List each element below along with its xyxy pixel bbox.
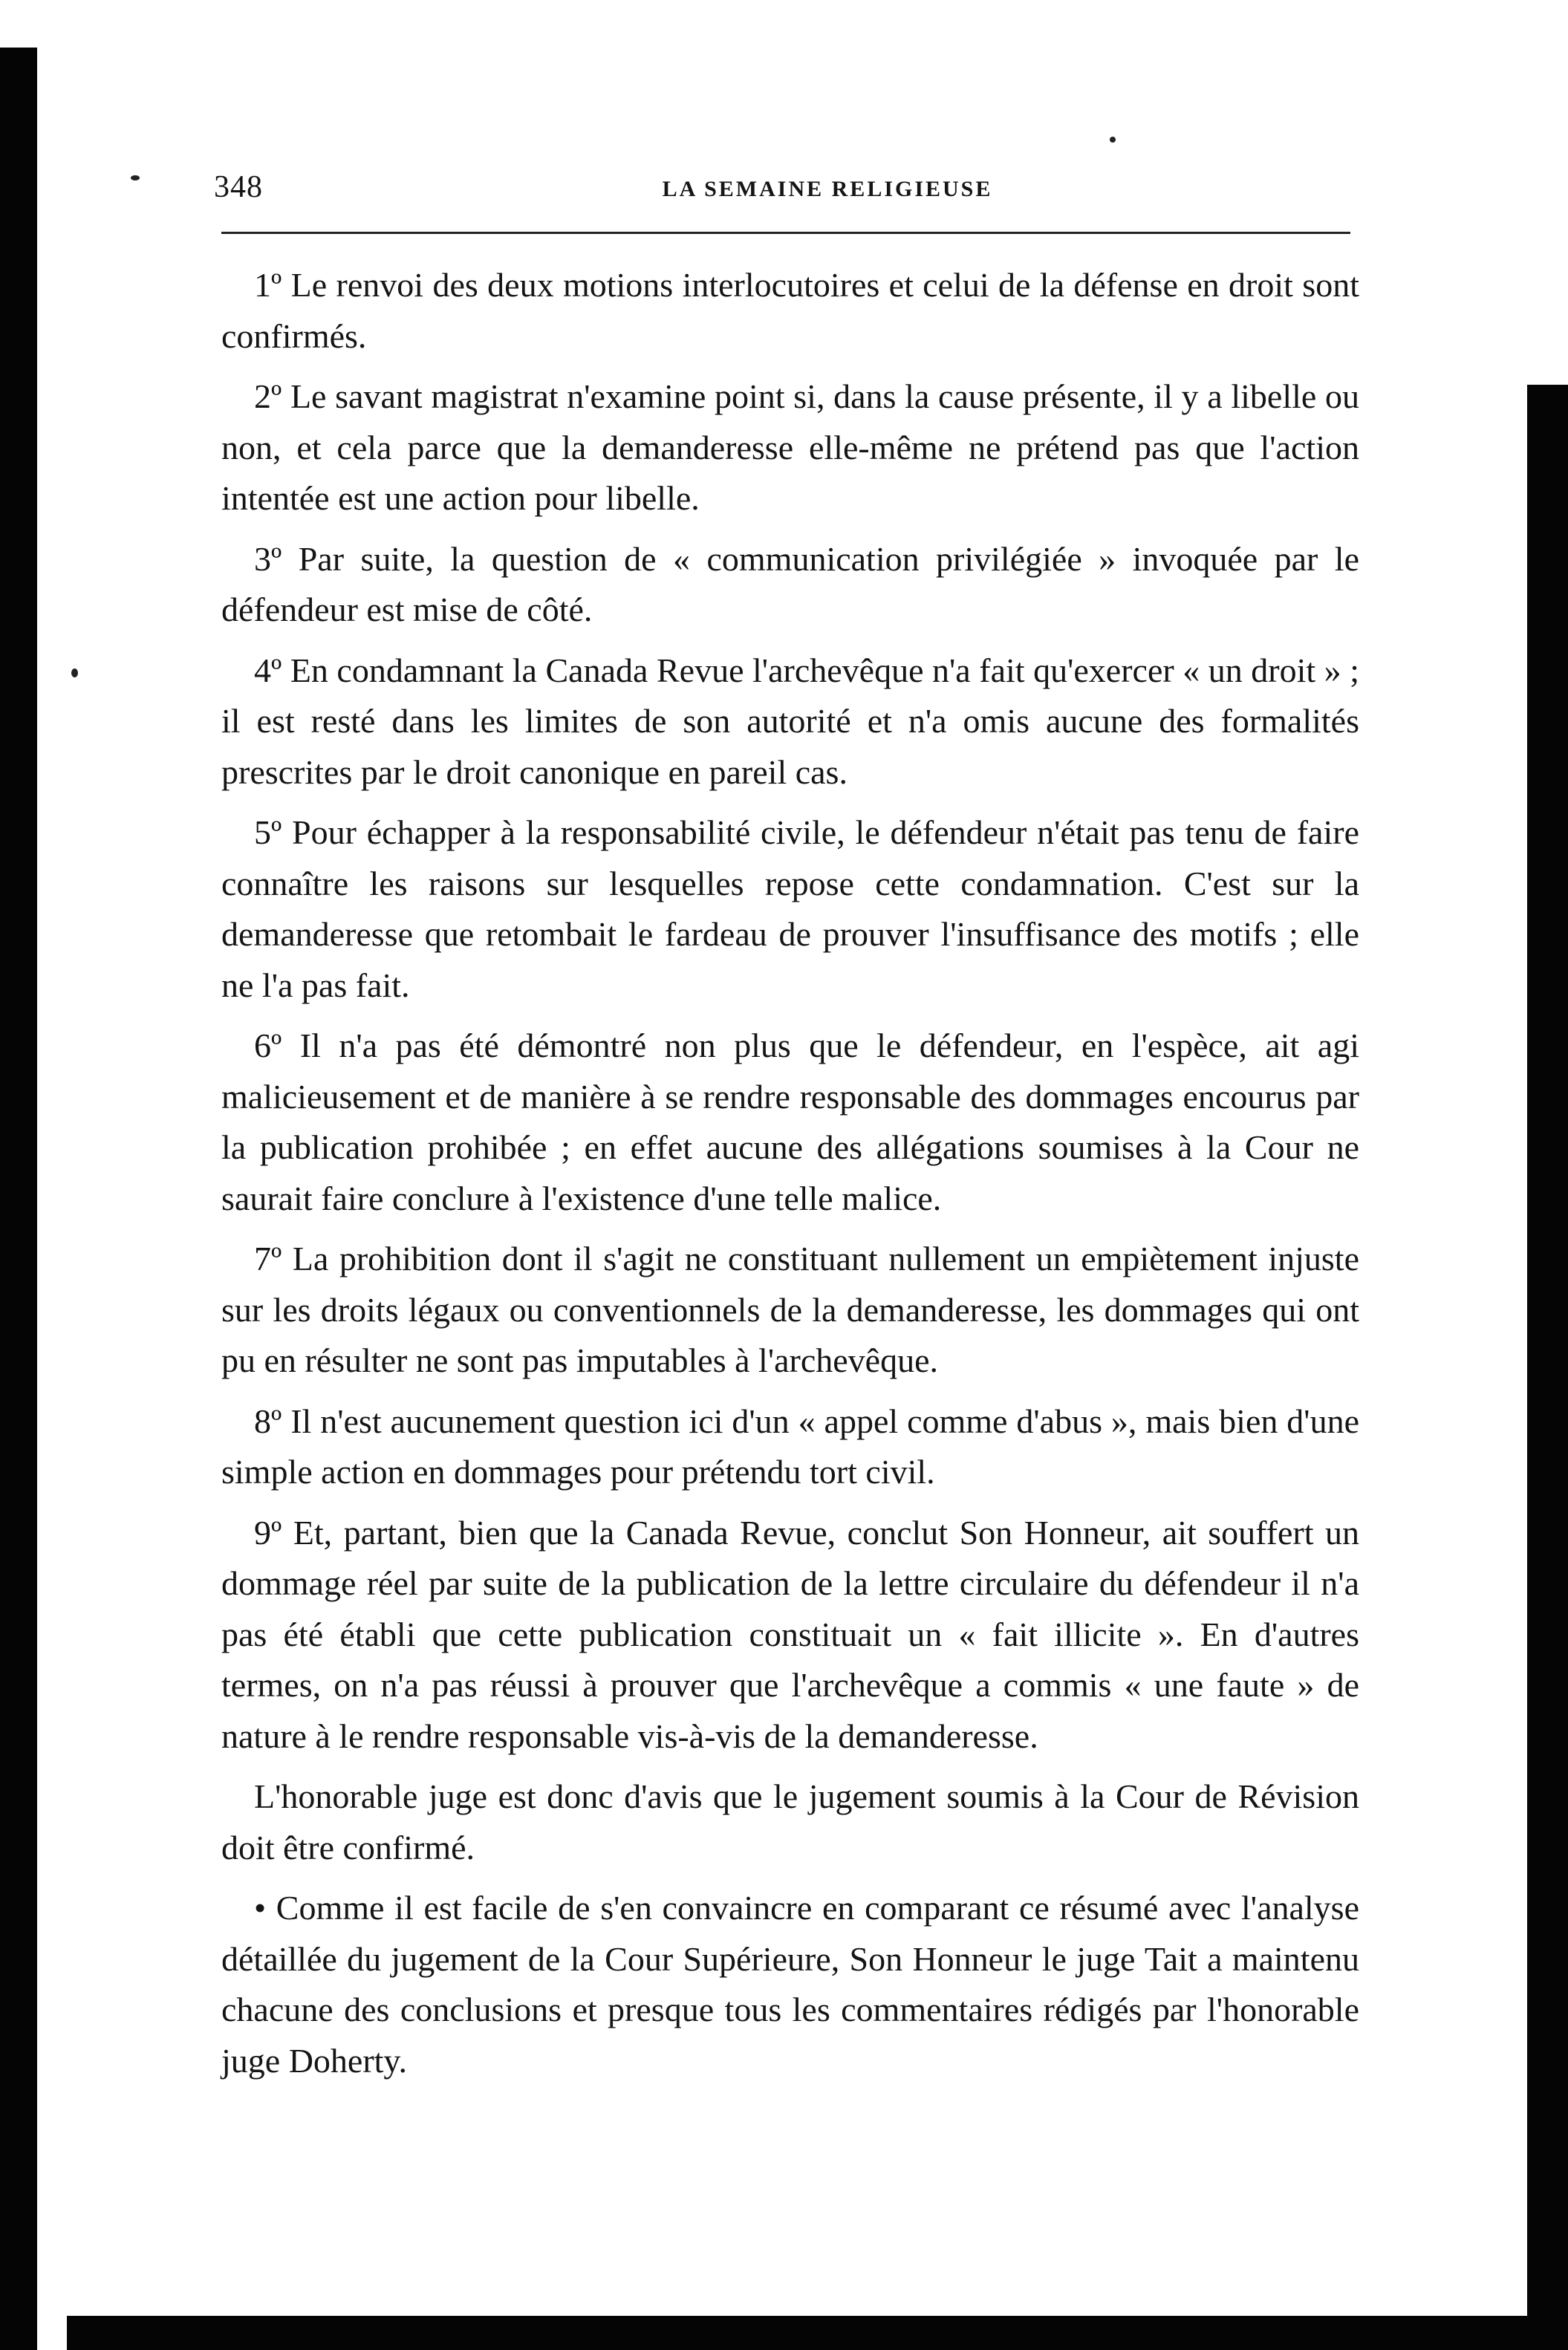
paragraph-conclusion: L'honorable juge est donc d'avis que le jugement soumis à la Cour de Révision doit être confirmé. <box>221 1777 1359 1866</box>
paragraph-note: • Comme il est facile de s'en convaincre en comparant ce résumé avec l'analyse détaillée du jugement de la Cour Supérieure, Son Honneur le juge Tait a maintenu chacune des conclusions et presque tous les commentaires rédigés par l'honorable juge Doherty. <box>221 1889 1359 2080</box>
scan-border-left <box>0 48 37 2350</box>
scan-border-right <box>1527 385 1568 2350</box>
page-header <box>214 169 1352 214</box>
body-text <box>221 260 1359 2096</box>
running-title: LA SEMAINE RELIGIEUSE <box>662 177 993 201</box>
paragraph-3: 3º Par suite, la question de « communication privilégiée » invoquée par le défendeur est mise de côté. <box>221 539 1359 628</box>
paragraph-1: 1º Le renvoi des deux motions interlocutoires et celui de la défense en droit sont confirmés. <box>221 266 1359 355</box>
scan-speck <box>1110 137 1116 143</box>
paragraph-9: 9º Et, partant, bien que la Canada Revue, conclut Son Honneur, ait souffert un dommage réel par suite de la publication de la lettre circulaire du défendeur il n'a pas été établi que cette publication constituait un « fait illicite ». En d'autres termes, on n'a pas réussi à prouver que l'archevêque a commis « une faute » de nature à le rendre responsable vis-à-vis de la demanderesse. <box>221 1513 1359 1755</box>
paragraph-5: 5º Pour échapper à la responsabilité civile, le défendeur n'était pas tenu de faire connaître les raisons sur lesquelles repose cette condamnation. C'est sur la demanderesse que retombait le fardeau de prouver l'insuffisance des motifs ; elle ne l'a pas fait. <box>221 813 1359 1004</box>
scan-speck <box>71 668 78 677</box>
page-number: 348 <box>214 170 263 204</box>
paragraph-8: 8º Il n'est aucunement question ici d'un « appel comme d'abus », mais bien d'une simple action en dommages pour prétendu tort civil. <box>221 1402 1359 1491</box>
paragraph-2: 2º Le savant magistrat n'examine point si, dans la cause présente, il y a libelle ou non, et cela parce que la demanderesse elle-même ne prétend pas que l'action intentée est une action pour libelle. <box>221 377 1359 517</box>
paragraph-7: 7º La prohibition dont il s'agit ne constituant nullement un empiètement injuste sur les droits légaux ou conventionnels de la demanderesse, les dommages qui ont pu en résulter ne sont pas imputables à l'archevêque. <box>221 1240 1359 1379</box>
paragraph-6: 6º Il n'a pas été démontré non plus que le défendeur, en l'espèce, ait agi malicieusement et de manière à se rendre responsable des dommages encourus par la publication prohibée ; en effet aucune des allégations soumises à la Cour ne saurait faire conclure à l'existence d'une telle malice. <box>221 1026 1359 1217</box>
paragraph-4: 4º En condamnant la Canada Revue l'archevêque n'a fait qu'exercer « un droit » ; il est resté dans les limites de son autorité et n'a omis aucune des formalités prescrites par le droit canonique en pareil cas. <box>221 651 1359 791</box>
scan-border-bottom <box>67 2316 1568 2350</box>
scan-speck <box>131 175 140 180</box>
header-rule <box>221 232 1350 234</box>
